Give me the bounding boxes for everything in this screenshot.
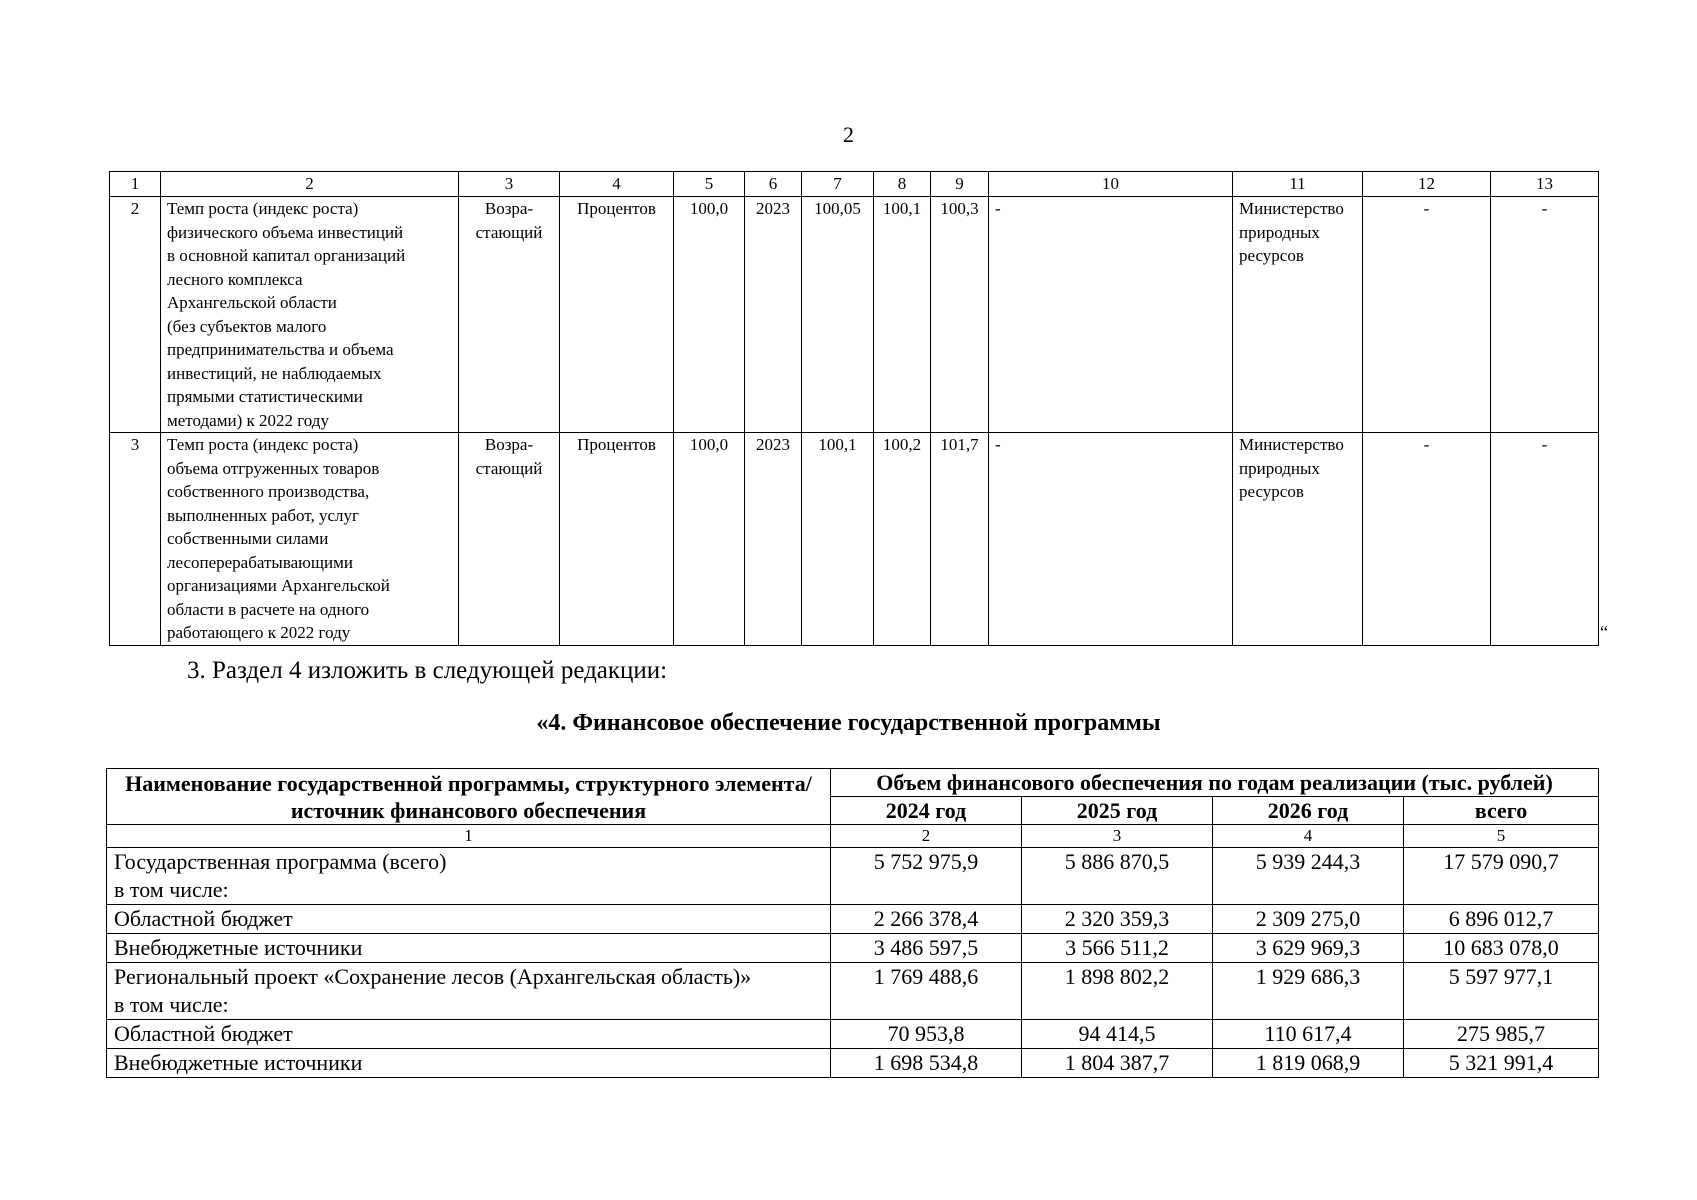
text-line: объема отгруженных товаров [167,458,380,478]
year-header: 2026 год [1213,797,1404,825]
closing-quote: “ [1600,622,1608,642]
year-header: 2024 год [831,797,1022,825]
text-line: в том числе: [114,877,229,902]
column-number-row [110,172,1599,197]
column-number: 4 [560,172,674,197]
text-line: Темп роста (индекс роста) [167,199,359,218]
row-name [107,1020,831,1049]
text-line: ресурсов [1239,246,1304,265]
indicator-type [459,197,560,433]
value-total: 6 896 012,7 [1404,905,1599,934]
indicator-type [459,433,560,646]
value-cell: - [989,433,1233,646]
text-line: работающего к 2022 году [167,623,351,642]
column-number: 4 [1213,825,1404,848]
value-cell: - [1491,433,1599,646]
value-2024: 3 486 597,5 [831,934,1022,963]
column-number: 3 [459,172,560,197]
row-name [107,1049,831,1078]
text-line: Возра- [484,199,534,218]
row-name [107,963,831,1020]
text-line: в том числе: [114,992,229,1017]
column-number: 2 [831,825,1022,848]
total-header: всего [1404,797,1599,825]
value-2026: 1 929 686,3 [1213,963,1404,1020]
text-line: организациями Архангельской [167,576,390,595]
value-cell: 100,1 [874,197,931,433]
text-line: Темп роста (индекс роста) [167,435,359,454]
value-2025: 1 804 387,7 [1022,1049,1213,1078]
column-number: 6 [745,172,802,197]
text-line: собственными силами [167,529,329,548]
row-name [107,905,831,934]
text-line: ресурсов [1239,482,1304,501]
column-number-row [107,825,1599,848]
value-2025: 5 886 870,5 [1022,848,1213,905]
text-line: Архангельской области [167,293,337,312]
value-2024: 5 752 975,9 [831,848,1022,905]
text-line: собственного производства, [167,482,370,501]
year-header: 2025 год [1022,797,1213,825]
text-line: лесного комплекса [167,269,303,289]
text-line: природных [1239,222,1320,242]
column-number: 12 [1363,172,1491,197]
row-name [107,934,831,963]
text-line: физического объема инвестиций [167,222,404,242]
value-2024: 1 769 488,6 [831,963,1022,1020]
value-2024: 1 698 534,8 [831,1049,1022,1078]
value-total: 5 597 977,1 [1404,963,1599,1020]
base-value-cell: 100,0 [674,197,745,433]
column-number: 1 [110,172,161,197]
base-year-cell: 2023 [745,433,802,646]
value-2026: 5 939 244,3 [1213,848,1404,905]
indicator-name [161,433,459,646]
base-year-cell: 2023 [745,197,802,433]
value-2025: 3 566 511,2 [1022,934,1213,963]
value-2026: 3 629 969,3 [1213,934,1404,963]
text-line: предпринимательства и объема [167,340,394,359]
responsible-cell [1233,433,1363,646]
text-line: Областной бюджет [114,906,293,931]
value-cell: - [1363,197,1491,433]
column-number: 10 [989,172,1233,197]
table-row [110,433,1599,646]
column-number: 5 [1404,825,1599,848]
column-number: 1 [107,825,831,848]
value-2026: 1 819 068,9 [1213,1049,1404,1078]
header-volume-cell: Объем финансового обеспечения по годам реализации (тыс. рублей) [831,769,1599,797]
column-number: 9 [931,172,989,197]
unit-cell: Процентов [560,433,674,646]
column-number: 3 [1022,825,1213,848]
table-row [107,905,1599,934]
value-2026: 110 617,4 [1213,1020,1404,1049]
row-number: 2 [110,197,161,433]
column-number: 8 [874,172,931,197]
column-number: 11 [1233,172,1363,197]
value-cell: 100,05 [802,197,874,433]
text-line: Региональный проект «Сохранение лесов (Архангельская область)» [114,964,752,989]
page-number: 2 [843,122,854,147]
indicators-table [109,171,1599,646]
text-line: в основной капитал организаций [167,246,406,265]
responsible-cell [1233,197,1363,433]
text-line: методами) к 2022 году [167,410,329,430]
value-2024: 2 266 378,4 [831,905,1022,934]
text-line: Государственная программа (всего) [114,849,447,874]
value-total: 17 579 090,7 [1404,848,1599,905]
value-total: 5 321 991,4 [1404,1049,1599,1078]
text-line: (без субъектов малого [167,316,327,336]
text-line: инвестиций, не наблюдаемых [167,363,382,383]
text-line: Внебюджетные источники [114,1050,363,1075]
column-number: 13 [1491,172,1599,197]
value-cell: 100,3 [931,197,989,433]
row-number: 3 [110,433,161,646]
value-2025: 94 414,5 [1022,1020,1213,1049]
value-cell: 101,7 [931,433,989,646]
text-line: Областной бюджет [114,1021,293,1046]
value-total: 10 683 078,0 [1404,934,1599,963]
table-row [107,1020,1599,1049]
indicator-name [161,197,459,433]
table-row [107,963,1599,1020]
base-value-cell: 100,0 [674,433,745,646]
text-line: лесоперерабатывающими [167,552,353,572]
column-number: 2 [161,172,459,197]
column-number: 7 [802,172,874,197]
text-line: прямыми статистическими [167,387,363,406]
text-line: природных [1239,458,1320,478]
text-line: Возра- [484,435,534,454]
value-cell: 100,2 [874,433,931,646]
value-2025: 2 320 359,3 [1022,905,1213,934]
text-line: Министерство [1239,199,1344,218]
column-number: 5 [674,172,745,197]
text-line: Министерство [1239,435,1344,454]
table-row [107,848,1599,905]
text-line: выполненных работ, услуг [167,505,359,525]
text-line: Внебюджетные источники [114,935,363,960]
section-title: «4. Финансовое обеспечение государственной программы [536,710,1161,736]
text-line: стающий [475,222,543,242]
financing-table [106,768,1599,1078]
amendment-paragraph: 3. Раздел 4 изложить в следующей редакции: [187,657,668,684]
text-line: стающий [475,458,543,478]
value-cell: - [1363,433,1491,646]
table-row [107,1049,1599,1078]
table-row [110,197,1599,433]
header-row [107,769,1599,797]
value-cell: - [989,197,1233,433]
value-2024: 70 953,8 [831,1020,1022,1049]
unit-cell: Процентов [560,197,674,433]
text-line: области в расчете на одного [167,599,370,619]
value-total: 275 985,7 [1404,1020,1599,1049]
table-row [107,934,1599,963]
header-name-cell: Наименование государственной программы, структурного элемента/ источник финансового обеспечения [107,769,831,825]
value-2025: 1 898 802,2 [1022,963,1213,1020]
row-name [107,848,831,905]
value-cell: 100,1 [802,433,874,646]
value-cell: - [1491,197,1599,433]
value-2026: 2 309 275,0 [1213,905,1404,934]
